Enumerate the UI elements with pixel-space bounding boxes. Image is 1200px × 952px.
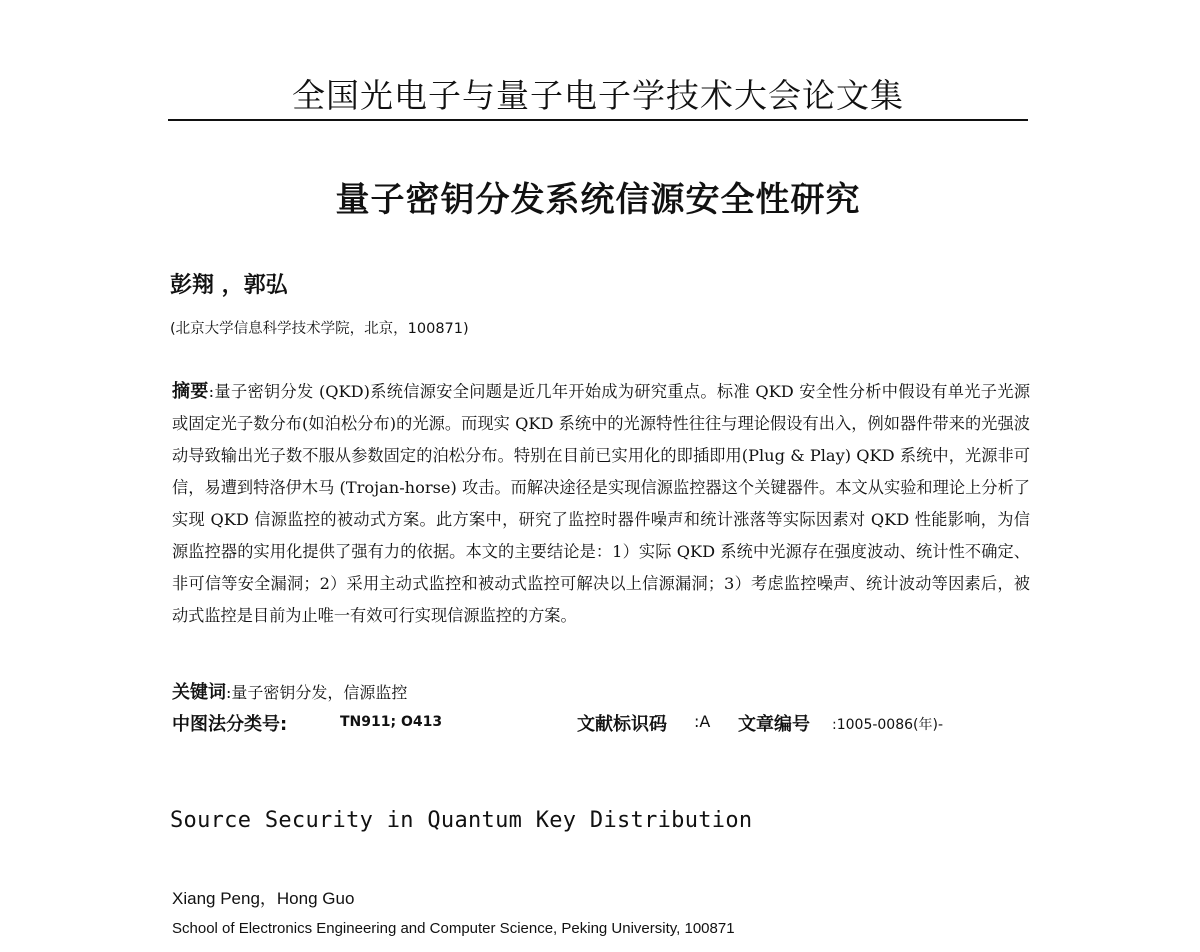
affiliation-en: School of Electronics Engineering and Computer Science, Peking University, 100871	[172, 920, 735, 937]
paper-title-en: Source Security in Quantum Key Distribution	[170, 808, 753, 833]
abstract-text: :量子密钥分发 (QKD)系统信源安全问题是近几年开始成为研究重点。标准 QKD 安全性分析中假设有单光子光源或固定光子数分布(如泊松分布)的光源。而现实 QKD 系统中的光源特性往往与理论假设有出入，例如器件带来的光强波动导致输出光子数不服从参数固定的泊松分布。特别在目前已实用化的即插即用(Plug & Play) QKD 系统中，光源非可信，易遭到特洛伊木马 (Trojan-horse) 攻击。而解决途径是实现信源监控器这个关键器件。本文从实验和理论上分析了实现 QKD 信源监控的被动式方案。此方案中，研究了监控时器件噪声和统计涨落等实际因素对 QKD 性能影响，为信源监控器的实用化提供了强有力的依据。本文的主要结论是：1）实际 QKD 系统中光源存在强度波动、统计性不确定、非可信等安全漏洞；2）采用主动式监控和被动式监控可解决以上信源漏洞；3）考虑监控噪声、统计波动等因素后，被动式监控是目前为止唯一有效可行实现信源监控的方案。	[172, 382, 1031, 625]
article-number-label: 文章编号	[738, 714, 810, 735]
paper-title-cn: 量子密钥分发系统信源安全性研究	[335, 180, 861, 220]
article-number-value: :1005-0086(年)-	[832, 717, 944, 733]
keywords-text: :量子密钥分发，信源监控	[226, 683, 408, 702]
keywords-cn	[172, 678, 407, 704]
authors-cn: 彭翔 ，郭弘	[170, 272, 288, 298]
header-divider	[168, 119, 1028, 121]
proceedings-header: 全国光电子与量子电子学技术大会论文集	[292, 76, 904, 115]
doc-code-label: 文献标识码	[577, 714, 667, 735]
abstract-label: 摘要	[172, 381, 209, 402]
authors-en: Xiang Peng，Hong Guo	[172, 889, 355, 908]
classification-label: 中图法分类号:	[172, 714, 288, 735]
affiliation-cn: (北京大学信息科学技术学院，北京，100871)	[170, 321, 469, 337]
classification-row	[172, 710, 1032, 740]
abstract-cn	[172, 376, 1030, 632]
doc-code-value: :A	[694, 712, 711, 731]
keywords-label: 关键词	[172, 682, 226, 703]
classification-value: TN911; O413	[340, 714, 443, 730]
